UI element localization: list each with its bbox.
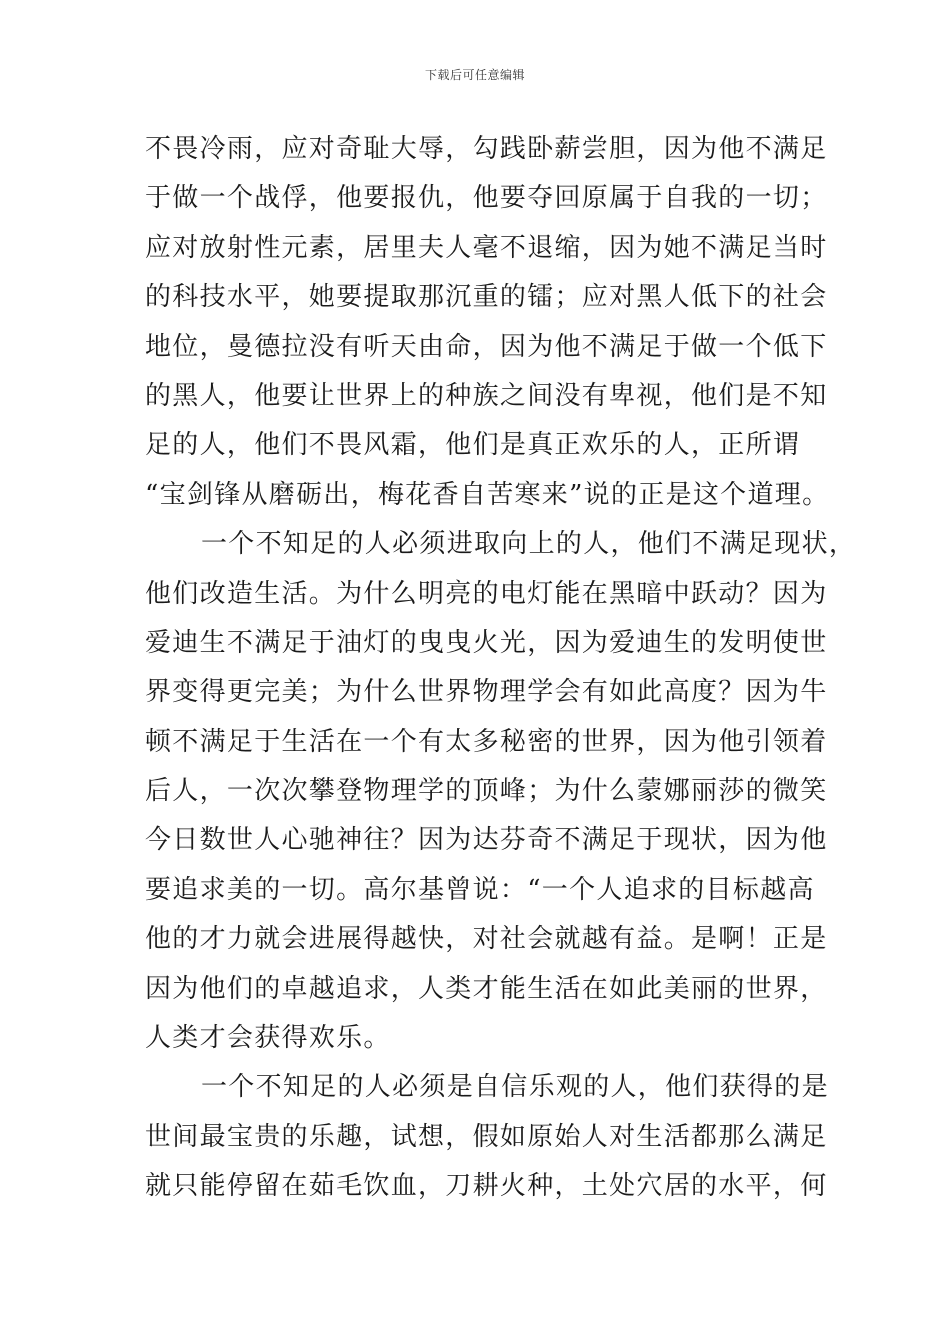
text-line: 应对放射性元素，居里夫人毫不退缩，因为她不满足当时 bbox=[145, 232, 828, 263]
text-line: “宝剑锋从磨砺出，梅花香自苦寒来”说的正是这个道理。 bbox=[145, 479, 830, 510]
page-header: 下载后可任意编辑 bbox=[424, 68, 525, 82]
text-line: 爱迪生不满足于油灯的曳曳火光，因为爱迪生的发明使世 bbox=[145, 627, 828, 658]
text-line: 足的人，他们不畏风霜，他们是真正欢乐的人，正所谓 bbox=[145, 430, 801, 461]
text-line: 的科技水平，她要提取那沉重的镭；应对黑人低下的社会 bbox=[145, 282, 828, 313]
document-body bbox=[145, 125, 857, 1212]
text-line: 他的才力就会进展得越快，对社会就越有益。是啊！正是 bbox=[145, 924, 828, 955]
text-line: 他们改造生活。为什么明亮的电灯能在黑暗中跃动？因为 bbox=[145, 578, 828, 609]
paragraph-first-line: 一个不知足的人必须进取向上的人，他们不满足现状， bbox=[201, 529, 857, 560]
text-line: 地位，曼德拉没有听天由命，因为他不满足于做一个低下 bbox=[145, 331, 828, 362]
text-line: 顿不满足于生活在一个有太多秘密的世界，因为他引领着 bbox=[145, 726, 828, 757]
text-line: 不畏冷雨，应对奇耻大辱，勾践卧薪尝胆，因为他不满足 bbox=[145, 134, 828, 164]
text-line: 世间最宝贵的乐趣，试想，假如原始人对生活都那么满足 bbox=[145, 1121, 828, 1152]
text-line: 就只能停留在茹毛饮血，刀耕火种，土处穴居的水平，何 bbox=[145, 1171, 828, 1202]
text-line: 因为他们的卓越追求，人类才能生活在如此美丽的世界， bbox=[145, 973, 828, 1004]
text-line: 人类才会获得欢乐。 bbox=[145, 1023, 391, 1054]
text-line: 界变得更完美；为什么世界物理学会有如此高度？因为牛 bbox=[145, 677, 828, 708]
text-line: 今日数世人心驰神往？因为达芬奇不满足于现状，因为他 bbox=[145, 825, 828, 856]
text-line: 要追求美的一切。高尔基曾说：“一个人追求的目标越高 bbox=[145, 874, 815, 905]
text-line: 于做一个战俘，他要报仇，他要夺回原属于自我的一切； bbox=[145, 183, 828, 214]
paragraph-first-line: 一个不知足的人必须是自信乐观的人，他们获得的是 bbox=[201, 1072, 829, 1103]
text-line: 后人，一次次攀登物理学的顶峰；为什么蒙娜丽莎的微笑 bbox=[145, 776, 828, 807]
text-line: 的黑人，他要让世界上的种族之间没有卑视，他们是不知 bbox=[145, 380, 828, 411]
